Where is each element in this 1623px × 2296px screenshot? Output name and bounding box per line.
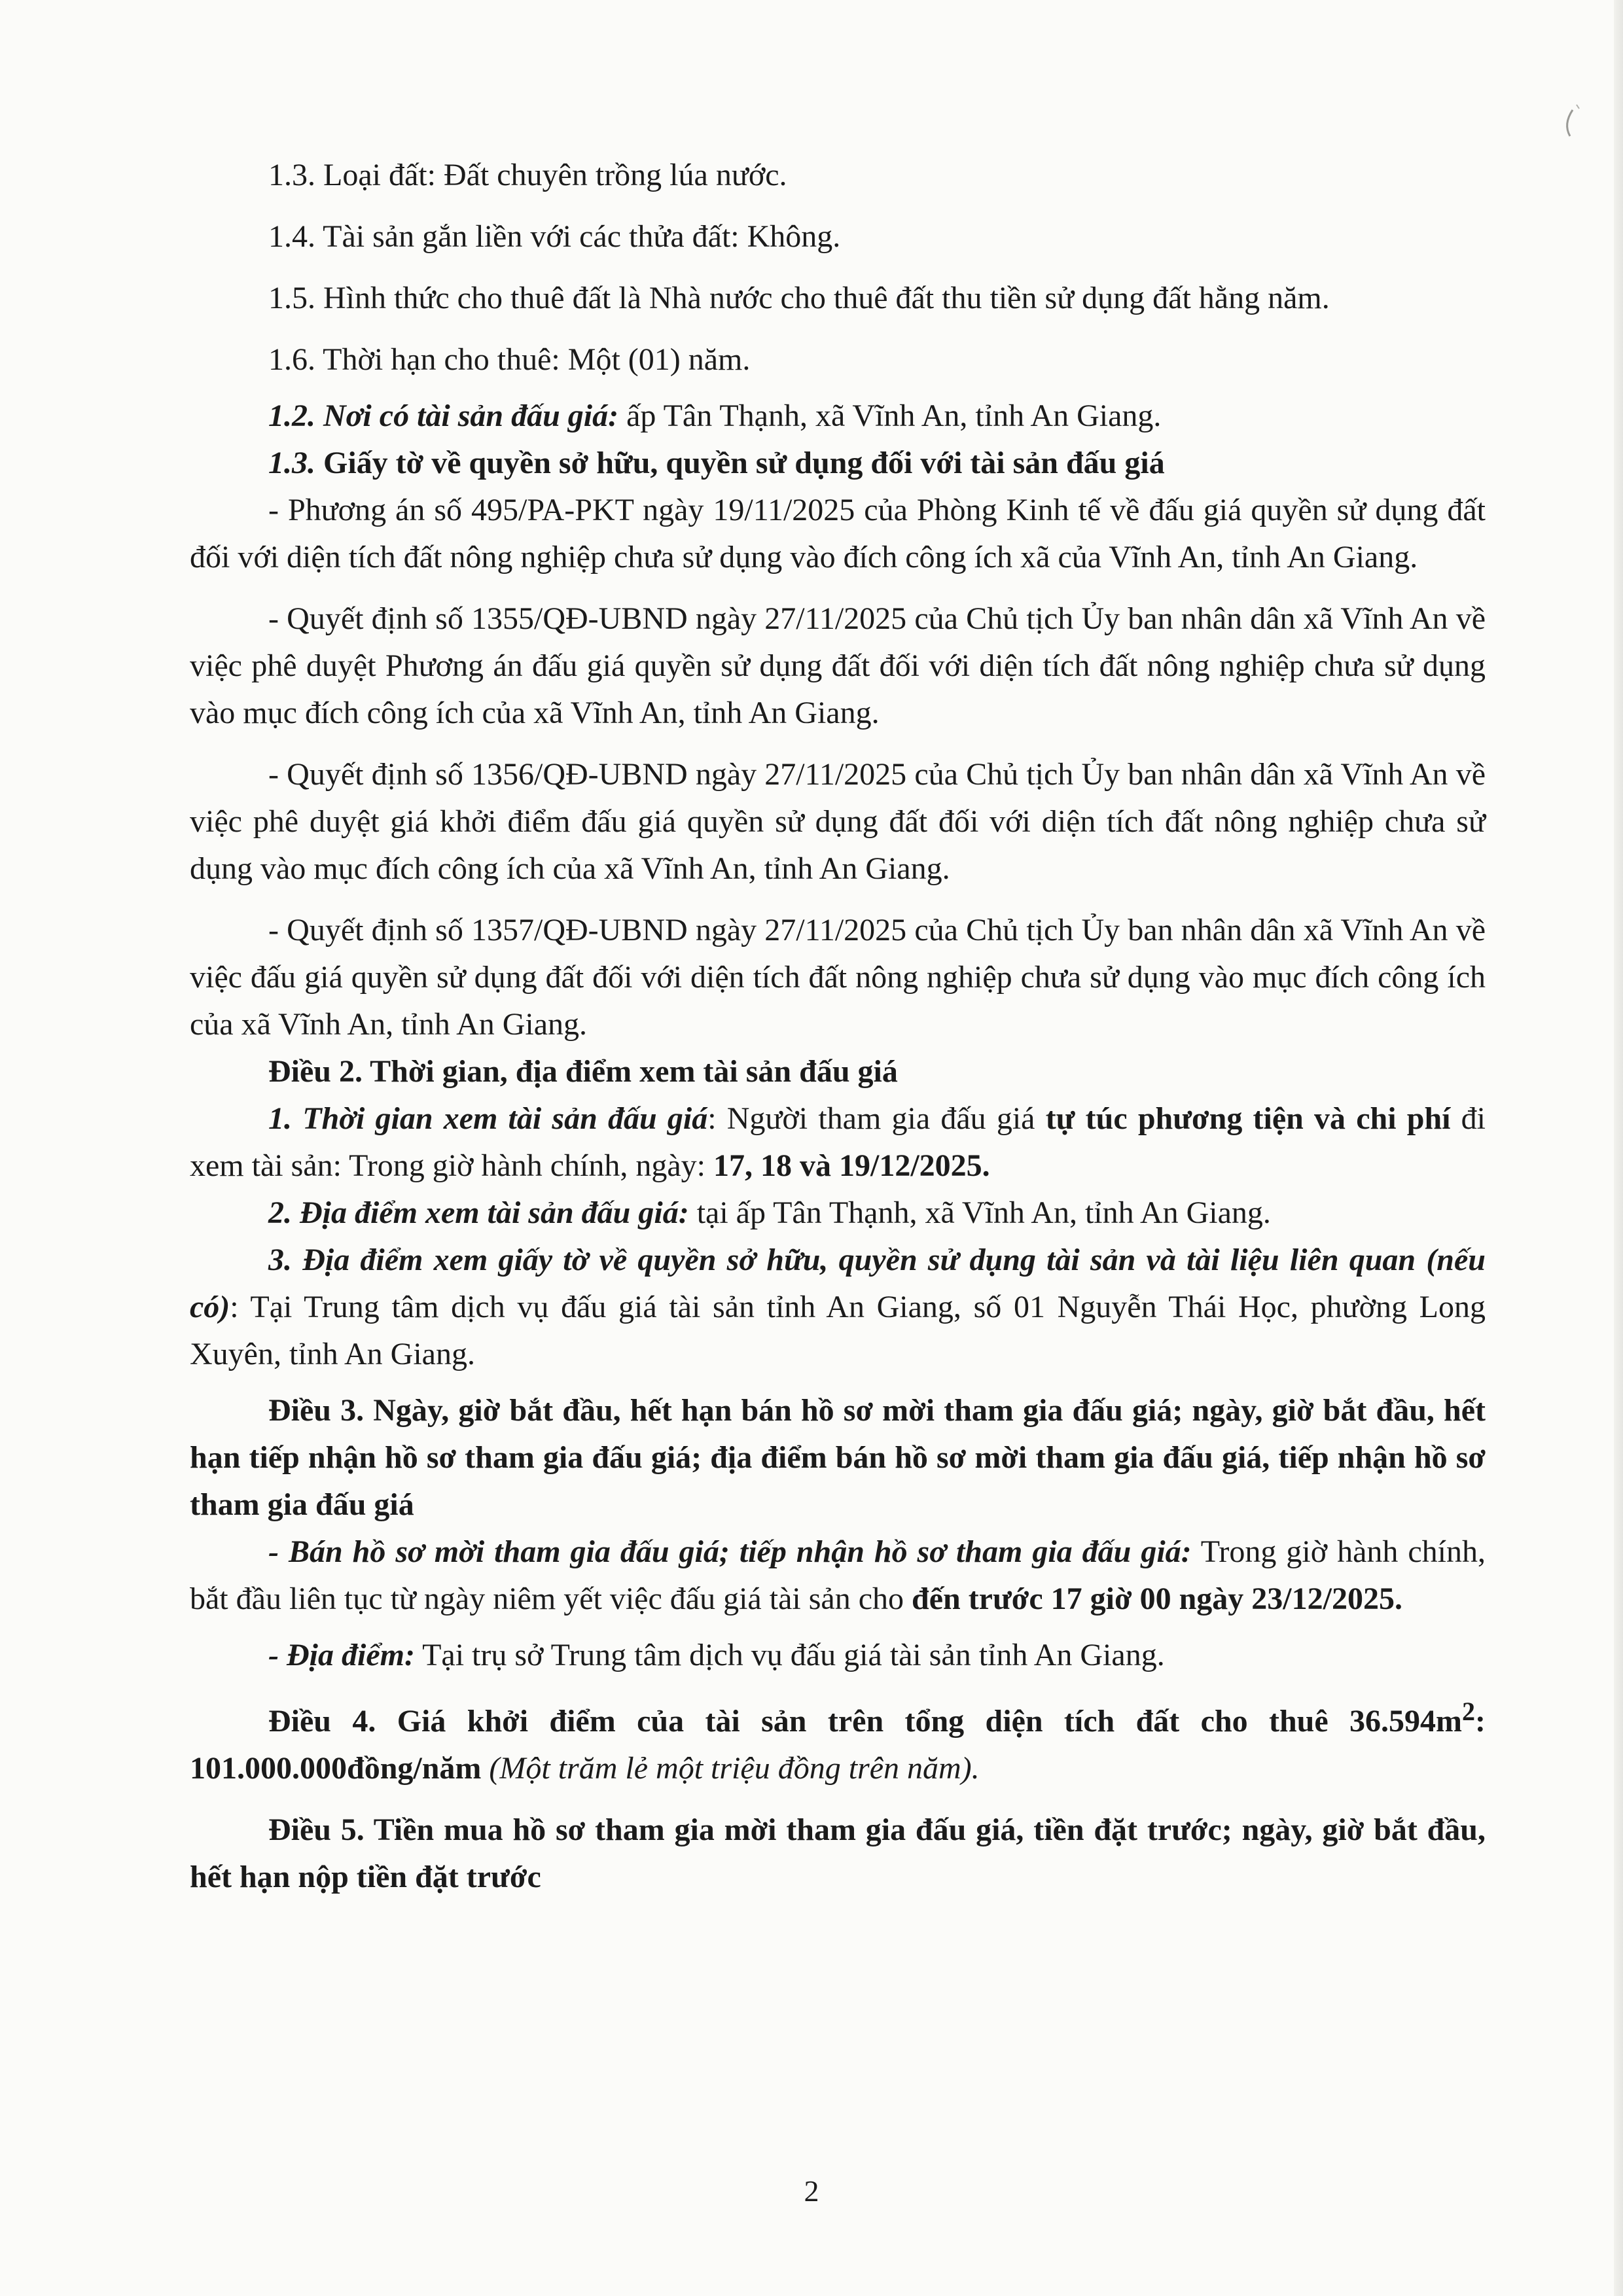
item-1-3-land-type: 1.3. Loại đất: Đất chuyên trồng lúa nước. — [268, 158, 787, 192]
scan-right-edge — [1614, 0, 1623, 2296]
item-1-5-lease-form: 1.5. Hình thức cho thuê đất là Nhà nước cho thuê đất thu tiền sử dụng đất hằng năm. — [268, 281, 1330, 315]
doc-decision-1356: - Quyết định số 1356/QĐ-UBND ngày 27/11/2025 của Chủ tịch Ủy ban nhân dân xã Vĩnh An về việc phê duyệt giá khởi điểm đấu giá quyền sử dụng đất đối với diện tích đất nông nghiệp chưa sử dụng vào mục đích công ích của xã Vĩnh An, tỉnh An Giang. — [190, 757, 1486, 886]
doc-decision-1355: - Quyết định số 1355/QĐ-UBND ngày 27/11/2025 của Chủ tịch Ủy ban nhân dân xã Vĩnh An về việc phê duyệt Phương án đấu giá quyền sử dụng đất đối với diện tích đất nông nghiệp chưa sử dụng vào mục đích công ích của xã Vĩnh An, tỉnh An Giang. — [190, 601, 1486, 730]
item-1-4-attached-assets: 1.4. Tài sản gắn liền với các thửa đất: Không. — [268, 219, 841, 254]
item-1-2-asset-location: 1.2. Nơi có tài sản đấu giá: ấp Tân Thạnh, xã Vĩnh An, tỉnh An Giang. — [268, 398, 1162, 433]
doc-decision-1357: - Quyết định số 1357/QĐ-UBND ngày 27/11/2025 của Chủ tịch Ủy ban nhân dân xã Vĩnh An về việc đấu giá quyền sử dụng đất đối với diện tích đất nông nghiệp chưa sử dụng vào mục đích công ích của xã Vĩnh An, tỉnh An Giang. — [190, 913, 1486, 1042]
article-5-heading: Điều 5. Tiền mua hồ sơ tham gia mời tham gia đấu giá, tiền đặt trước; ngày, giờ bắt đầu, hết hạn nộp tiền đặt trước — [190, 1812, 1486, 1894]
page-number: 2 — [804, 2174, 819, 2208]
article-3-sale-time: - Bán hồ sơ mời tham gia đấu giá; tiếp nhận hồ sơ tham gia đấu giá: Trong giờ hành chính, bắt đầu liên tục từ ngày niêm yết việc đấu giá tài sản cho đến trước 17 giờ 00 ngày 23/12/2025. — [190, 1534, 1486, 1616]
article-4-starting-price: Điều 4. Giá khởi điểm của tài sản trên tổng diện tích đất cho thuê $36.594m^2$: 101.000.000đồng/năm (Một trăm lẻ một triệu đồng trên năm). — [190, 1697, 1486, 1786]
scan-mark-icon — [1548, 98, 1587, 157]
item-1-3-ownership-docs-heading: 1.3. Giấy tờ về quyền sở hữu, quyền sử dụng đối với tài sản đấu giá — [268, 446, 1165, 480]
item-1-6-lease-term: 1.6. Thời hạn cho thuê: Một (01) năm. — [268, 342, 751, 377]
article-2-viewing-time: 1. Thời gian xem tài sản đấu giá: Người tham gia đấu giá tự túc phương tiện và chi phí đi xem tài sản: Trong giờ hành chính, ngày: 17, 18 và 19/12/2025. — [190, 1101, 1486, 1183]
article-2-documents-location: 3. Địa điểm xem giấy tờ về quyền sở hữu, quyền sử dụng tài sản và tài liệu liên quan (nếu có): Tại Trung tâm dịch vụ đấu giá tài sản tỉnh An Giang, số 01 Nguyễn Thái Học, phường Long Xuyên, tỉnh An Giang. — [190, 1243, 1486, 1371]
doc-plan-495: - Phương án số 495/PA-PKT ngày 19/11/2025 của Phòng Kinh tế về đấu giá quyền sử dụng đất đối với diện tích đất nông nghiệp chưa sử dụng vào đích công ích xã của Vĩnh An, tỉnh An Giang. — [190, 493, 1486, 574]
document-body — [190, 152, 1486, 1901]
article-3-location: - Địa điểm: Tại trụ sở Trung tâm dịch vụ đấu giá tài sản tỉnh An Giang. — [268, 1638, 1165, 1672]
article-2-viewing-location: 2. Địa điểm xem tài sản đấu giá: tại ấp Tân Thạnh, xã Vĩnh An, tỉnh An Giang. — [268, 1195, 1271, 1230]
article-3-heading: Điều 3. Ngày, giờ bắt đầu, hết hạn bán hồ sơ mời tham gia đấu giá; ngày, giờ bắt đầu, hết hạn tiếp nhận hồ sơ tham gia đấu giá; địa điểm bán hồ sơ mời tham gia đấu giá, tiếp nhận hồ sơ tham gia đấu giá — [190, 1393, 1486, 1522]
article-2-heading: Điều 2. Thời gian, địa điểm xem tài sản đấu giá — [268, 1054, 898, 1089]
